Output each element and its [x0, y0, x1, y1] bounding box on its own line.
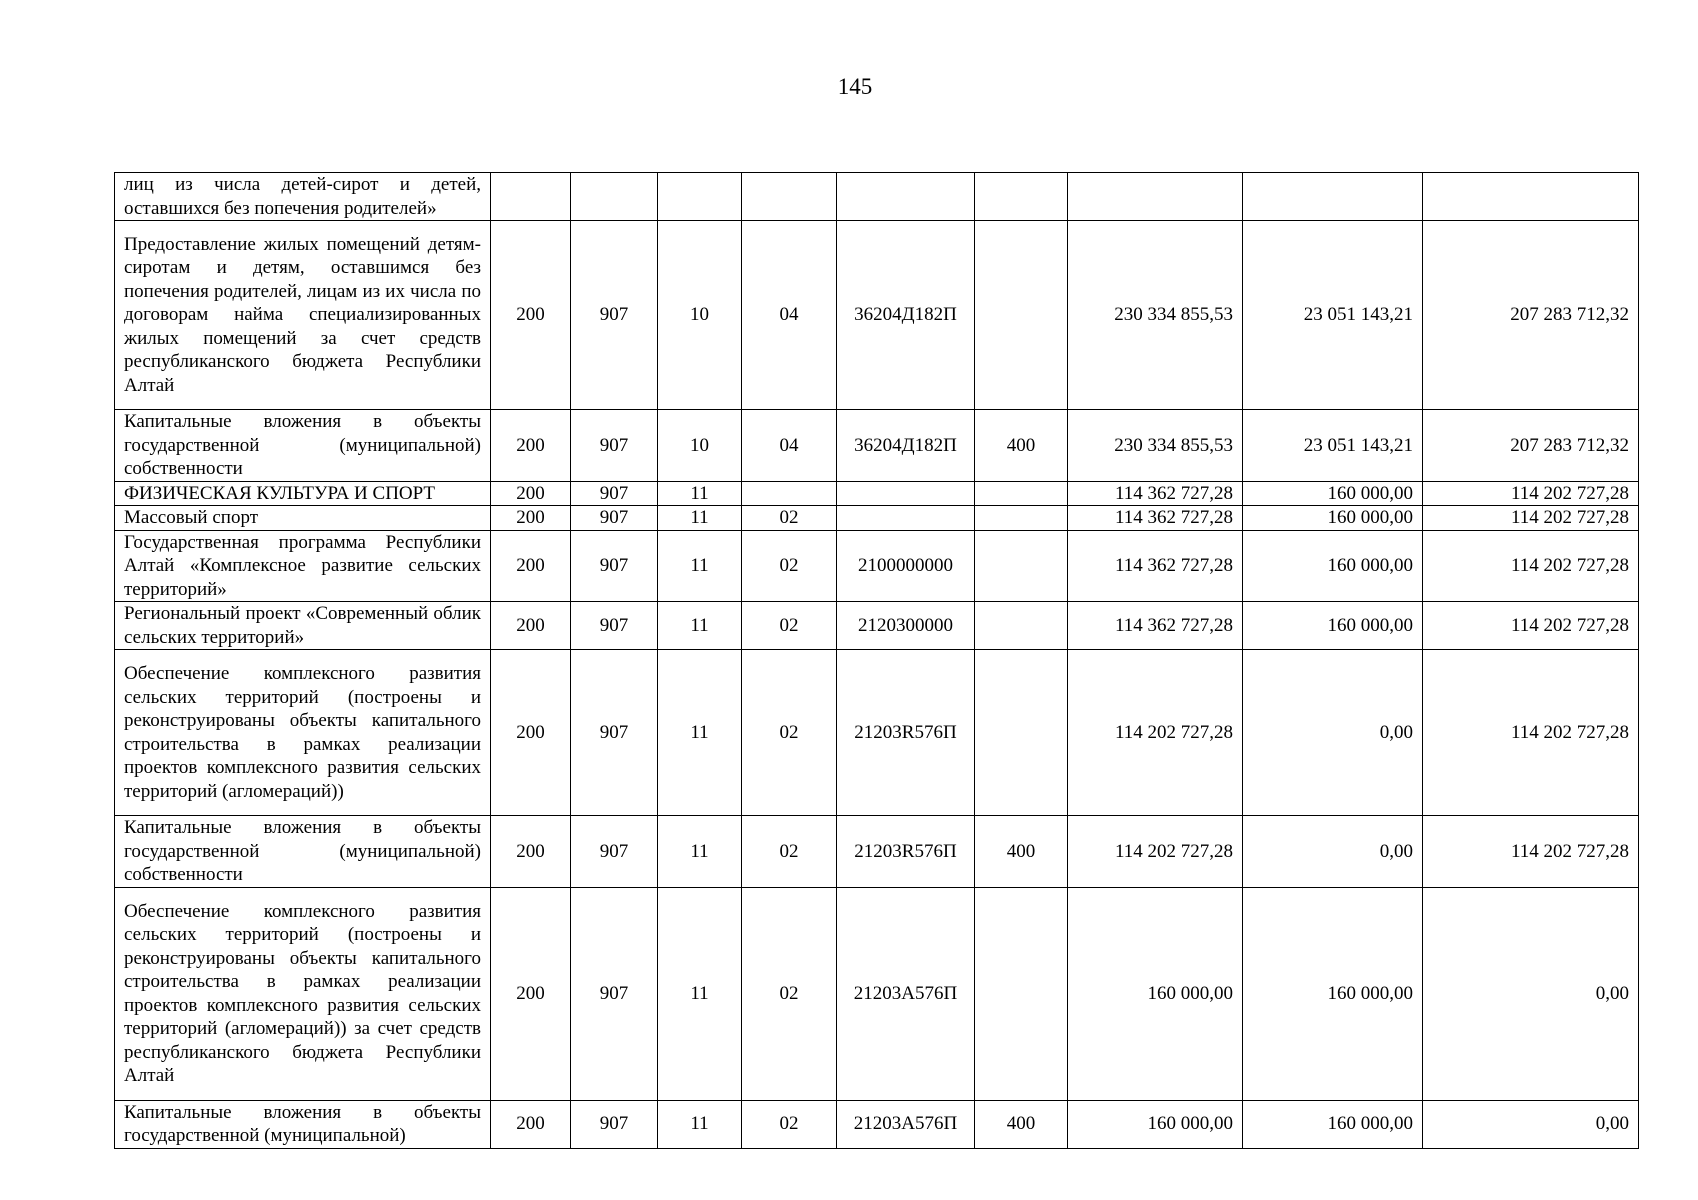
cell-amount-total [1068, 173, 1243, 221]
cell-amount-federal: 23 051 143,21 [1243, 221, 1423, 410]
cell-amount-federal: 160 000,00 [1243, 481, 1423, 506]
cell-ministry-code: 907 [571, 1100, 658, 1148]
cell-ministry-code [571, 173, 658, 221]
table-row [115, 650, 1639, 816]
cell-section: 10 [658, 221, 742, 410]
cell-ministry-code: 907 [571, 650, 658, 816]
cell-name: лиц из числа детей-сирот и детей, оставшихся без попечения родителей» [115, 173, 491, 221]
cell-subsection: 02 [742, 602, 837, 650]
cell-name: Региональный проект «Современный облик сельских территорий» [115, 602, 491, 650]
cell-admin-code [491, 173, 571, 221]
cell-admin-code: 200 [491, 506, 571, 531]
cell-name: Капитальные вложения в объекты государственной (муниципальной) [115, 1100, 491, 1148]
cell-amount-republic: 207 283 712,32 [1423, 410, 1639, 482]
cell-target-article [837, 506, 975, 531]
table-row [115, 816, 1639, 888]
cell-amount-federal [1243, 173, 1423, 221]
cell-section: 10 [658, 410, 742, 482]
cell-amount-republic: 114 202 727,28 [1423, 602, 1639, 650]
table-row [115, 887, 1639, 1100]
cell-amount-republic: 114 202 727,28 [1423, 650, 1639, 816]
cell-admin-code: 200 [491, 481, 571, 506]
cell-target-article [837, 481, 975, 506]
cell-ministry-code: 907 [571, 221, 658, 410]
cell-amount-total: 114 362 727,28 [1068, 506, 1243, 531]
cell-target-article: 36204Д182П [837, 410, 975, 482]
cell-amount-federal: 160 000,00 [1243, 602, 1423, 650]
cell-subsection [742, 481, 837, 506]
cell-name: Государственная программа Республики Алтай «Комплексное развитие сельских территорий» [115, 530, 491, 602]
cell-expense-type [975, 173, 1068, 221]
cell-target-article [837, 173, 975, 221]
table-row [115, 602, 1639, 650]
cell-subsection: 04 [742, 410, 837, 482]
cell-admin-code: 200 [491, 221, 571, 410]
cell-admin-code: 200 [491, 887, 571, 1100]
cell-target-article: 21203А576П [837, 1100, 975, 1148]
cell-admin-code: 200 [491, 650, 571, 816]
cell-amount-total: 230 334 855,53 [1068, 221, 1243, 410]
cell-admin-code: 200 [491, 816, 571, 888]
cell-name: Обеспечение комплексного развития сельских территорий (построены и реконструированы объекты капитального строительства в рамках реализации проектов комплексного развития сельских территорий (агломераций)) за счет средств республиканского бюджета Республики Алтай [115, 887, 491, 1100]
cell-target-article: 21203R576П [837, 816, 975, 888]
cell-amount-federal: 160 000,00 [1243, 530, 1423, 602]
cell-section: 11 [658, 887, 742, 1100]
cell-subsection: 02 [742, 816, 837, 888]
cell-target-article: 21203А576П [837, 887, 975, 1100]
table-row [115, 506, 1639, 531]
cell-expense-type: 400 [975, 410, 1068, 482]
cell-name: Предоставление жилых помещений детям-сиротам и детям, оставшимся без попечения родителей, лицам из их числа по договорам найма специализированных жилых помещений за счет средств республиканского бюджета Республики Алтай [115, 221, 491, 410]
cell-subsection: 02 [742, 887, 837, 1100]
cell-amount-republic: 0,00 [1423, 1100, 1639, 1148]
cell-ministry-code: 907 [571, 530, 658, 602]
cell-amount-republic: 114 202 727,28 [1423, 506, 1639, 531]
cell-expense-type [975, 602, 1068, 650]
cell-amount-total: 114 202 727,28 [1068, 816, 1243, 888]
cell-subsection: 04 [742, 221, 837, 410]
cell-subsection: 02 [742, 1100, 837, 1148]
cell-name: Капитальные вложения в объекты государственной (муниципальной) собственности [115, 410, 491, 482]
cell-ministry-code: 907 [571, 481, 658, 506]
table-row [115, 1100, 1639, 1148]
cell-expense-type [975, 481, 1068, 506]
cell-amount-total: 114 362 727,28 [1068, 481, 1243, 506]
cell-expense-type: 400 [975, 816, 1068, 888]
cell-section: 11 [658, 1100, 742, 1148]
cell-target-article: 2100000000 [837, 530, 975, 602]
cell-amount-republic [1423, 173, 1639, 221]
table-row [115, 221, 1639, 410]
cell-amount-republic: 207 283 712,32 [1423, 221, 1639, 410]
cell-section: 11 [658, 530, 742, 602]
cell-amount-total: 230 334 855,53 [1068, 410, 1243, 482]
cell-section [658, 173, 742, 221]
cell-expense-type [975, 887, 1068, 1100]
cell-name: Обеспечение комплексного развития сельских территорий (построены и реконструированы объекты капитального строительства в рамках реализации проектов комплексного развития сельских территорий (агломераций)) [115, 650, 491, 816]
cell-subsection: 02 [742, 530, 837, 602]
cell-ministry-code: 907 [571, 887, 658, 1100]
table-row [115, 410, 1639, 482]
cell-admin-code: 200 [491, 410, 571, 482]
cell-expense-type [975, 530, 1068, 602]
cell-name: Массовый спорт [115, 506, 491, 531]
cell-amount-federal: 160 000,00 [1243, 506, 1423, 531]
cell-amount-total: 114 362 727,28 [1068, 530, 1243, 602]
cell-section: 11 [658, 816, 742, 888]
budget-table [114, 172, 1639, 1149]
cell-expense-type [975, 221, 1068, 410]
cell-admin-code: 200 [491, 530, 571, 602]
cell-subsection [742, 173, 837, 221]
cell-amount-republic: 114 202 727,28 [1423, 816, 1639, 888]
cell-amount-total: 114 202 727,28 [1068, 650, 1243, 816]
cell-amount-republic: 114 202 727,28 [1423, 530, 1639, 602]
cell-target-article: 36204Д182П [837, 221, 975, 410]
cell-ministry-code: 907 [571, 816, 658, 888]
cell-expense-type: 400 [975, 1100, 1068, 1148]
cell-expense-type [975, 650, 1068, 816]
cell-amount-federal: 160 000,00 [1243, 1100, 1423, 1148]
page-number: 145 [837, 74, 873, 99]
table-row [115, 481, 1639, 506]
cell-amount-republic: 114 202 727,28 [1423, 481, 1639, 506]
cell-admin-code: 200 [491, 1100, 571, 1148]
table-body [115, 173, 1639, 1149]
cell-name: ФИЗИЧЕСКАЯ КУЛЬТУРА И СПОРТ [115, 481, 491, 506]
cell-subsection: 02 [742, 506, 837, 531]
cell-amount-federal: 0,00 [1243, 816, 1423, 888]
cell-target-article: 21203R576П [837, 650, 975, 816]
cell-amount-federal: 23 051 143,21 [1243, 410, 1423, 482]
cell-subsection: 02 [742, 650, 837, 816]
table-row [115, 173, 1639, 221]
cell-target-article: 2120300000 [837, 602, 975, 650]
cell-amount-republic: 0,00 [1423, 887, 1639, 1100]
table-row [115, 530, 1639, 602]
cell-admin-code: 200 [491, 602, 571, 650]
cell-section: 11 [658, 506, 742, 531]
cell-section: 11 [658, 481, 742, 506]
cell-section: 11 [658, 650, 742, 816]
cell-ministry-code: 907 [571, 410, 658, 482]
cell-amount-total: 160 000,00 [1068, 1100, 1243, 1148]
cell-name: Капитальные вложения в объекты государственной (муниципальной) собственности [115, 816, 491, 888]
cell-expense-type [975, 506, 1068, 531]
cell-ministry-code: 907 [571, 506, 658, 531]
cell-section: 11 [658, 602, 742, 650]
cell-ministry-code: 907 [571, 602, 658, 650]
cell-amount-total: 160 000,00 [1068, 887, 1243, 1100]
cell-amount-federal: 0,00 [1243, 650, 1423, 816]
cell-amount-total: 114 362 727,28 [1068, 602, 1243, 650]
cell-amount-federal: 160 000,00 [1243, 887, 1423, 1100]
